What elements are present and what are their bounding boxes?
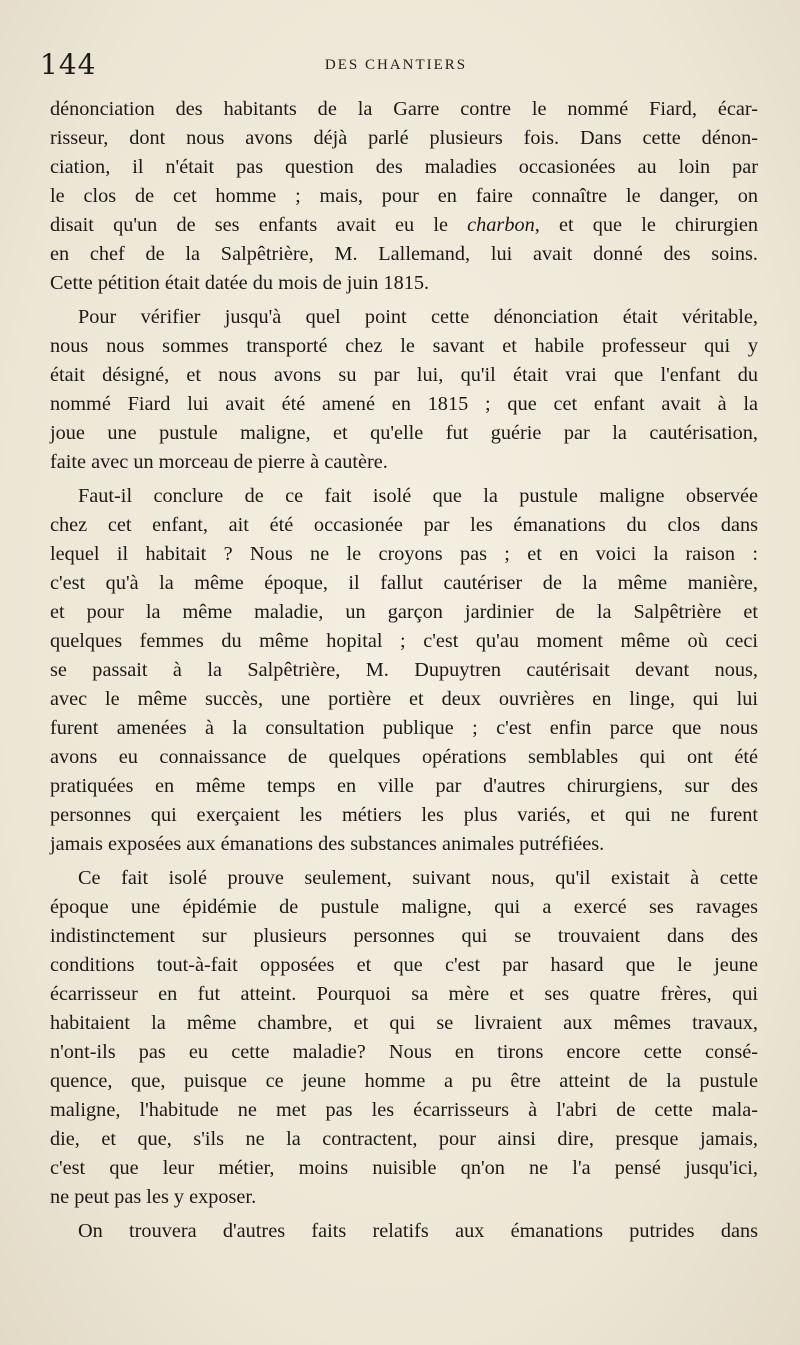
text-line: ciation, il n'était pas question des maladies occasionées au loin par [50, 156, 758, 178]
text-line: n'ont-ils pas eu cette maladie? Nous en tirons encore cette consé- [50, 1041, 758, 1063]
body-text [50, 95, 758, 1251]
text-line: ne peut pas les y exposer. [50, 1186, 257, 1208]
text-line: Pour vérifier jusqu'à quel point cette dénonciation était véritable, [78, 306, 758, 328]
text-line: époque une épidémie de pustule maligne, qui a exercé ses ravages [50, 896, 758, 918]
paragraph [50, 95, 758, 298]
text-line: personnes qui exerçaient les métiers les plus variés, et qui ne furent [50, 804, 758, 826]
text-line: chez cet enfant, ait été occasionée par les émanations du clos dans [50, 514, 758, 536]
text-line: c'est qu'à la même époque, il fallut cautériser de la même manière, [50, 572, 758, 594]
text-line: avons eu connaissance de quelques opérations semblables qui ont été [50, 746, 758, 768]
text-line: quelques femmes du même hopital ; c'est qu'au moment même où ceci [50, 630, 758, 652]
text-line: faite avec un morceau de pierre à cautère. [50, 451, 388, 473]
text-line: On trouvera d'autres faits relatifs aux émanations putrides dans [78, 1220, 758, 1242]
text-line: habitaient la même chambre, et qui se livraient aux mêmes travaux, [50, 1012, 758, 1034]
text-line: en chef de la Salpêtrière, M. Lallemand, lui avait donné des soins. [50, 243, 758, 265]
text-line: jamais exposées aux émanations des substances animales putréfiées. [50, 833, 605, 855]
paragraph [50, 1217, 758, 1246]
text-line: maligne, l'habitude ne met pas les écarrisseurs à l'abri de cette mala- [50, 1099, 758, 1121]
text-line: die, et que, s'ils ne la contractent, pour ainsi dire, presque jamais, [50, 1128, 758, 1150]
text-line: et pour la même maladie, un garçon jardinier de la Salpêtrière et [50, 601, 758, 623]
text-line: avec le même succès, une portière et deux ouvrières en linge, qui lui [50, 688, 758, 710]
paragraph [50, 482, 758, 859]
paragraph [50, 864, 758, 1212]
text-line: furent amenées à la consultation publique ; c'est enfin parce que nous [50, 717, 758, 739]
text-line: pratiquées en même temps en ville par d'autres chirurgiens, sur des [50, 775, 758, 797]
text-line: se passait à la Salpêtrière, M. Dupuytren cautérisait devant nous, [50, 659, 758, 681]
paragraph [50, 303, 758, 477]
page-number: 144 [40, 48, 97, 81]
text-line: Faut-il conclure de ce fait isolé que la pustule maligne observée [78, 485, 758, 507]
running-head: DES CHANTIERS [324, 57, 468, 73]
text-line: conditions tout-à-fait opposées et que c'est par hasard que le jeune [50, 954, 758, 976]
text-line: écarrisseur en fut atteint. Pourquoi sa mère et ses quatre frères, qui [50, 983, 758, 1005]
text-line: risseur, dont nous avons déjà parlé plusieurs fois. Dans cette dénon- [50, 127, 758, 149]
text-line: nommé Fiard lui avait été amené en 1815 ; que cet enfant avait à la [50, 393, 758, 415]
text-line: disait qu'un de ses enfants avait eu le charbon, et que le chirurgien [50, 214, 758, 236]
text-line: Cette pétition était datée du mois de juin 1815. [50, 272, 430, 294]
text-line: indistinctement sur plusieurs personnes qui se trouvaient dans des [50, 925, 758, 947]
text-line: nous nous sommes transporté chez le savant et habile professeur qui y [50, 335, 758, 357]
text-line: le clos de cet homme ; mais, pour en faire connaître le danger, on [50, 185, 758, 207]
text-line: joue une pustule maligne, et qu'elle fut guérie par la cautérisation, [50, 422, 758, 444]
text-line: Ce fait isolé prouve seulement, suivant nous, qu'il existait à cette [78, 867, 758, 889]
text-line: lequel il habitait ? Nous ne le croyons pas ; et en voici la raison : [50, 543, 758, 565]
text-line: dénonciation des habitants de la Garre contre le nommé Fiard, écar- [50, 98, 758, 120]
text-line: quence, que, puisque ce jeune homme a pu être atteint de la pustule [50, 1070, 758, 1092]
text-line: c'est que leur métier, moins nuisible qn'on ne l'a pensé jusqu'ici, [50, 1157, 758, 1179]
page-header [40, 48, 752, 88]
text-line: était désigné, et nous avons su par lui, qu'il était vrai que l'enfant du [50, 364, 758, 386]
